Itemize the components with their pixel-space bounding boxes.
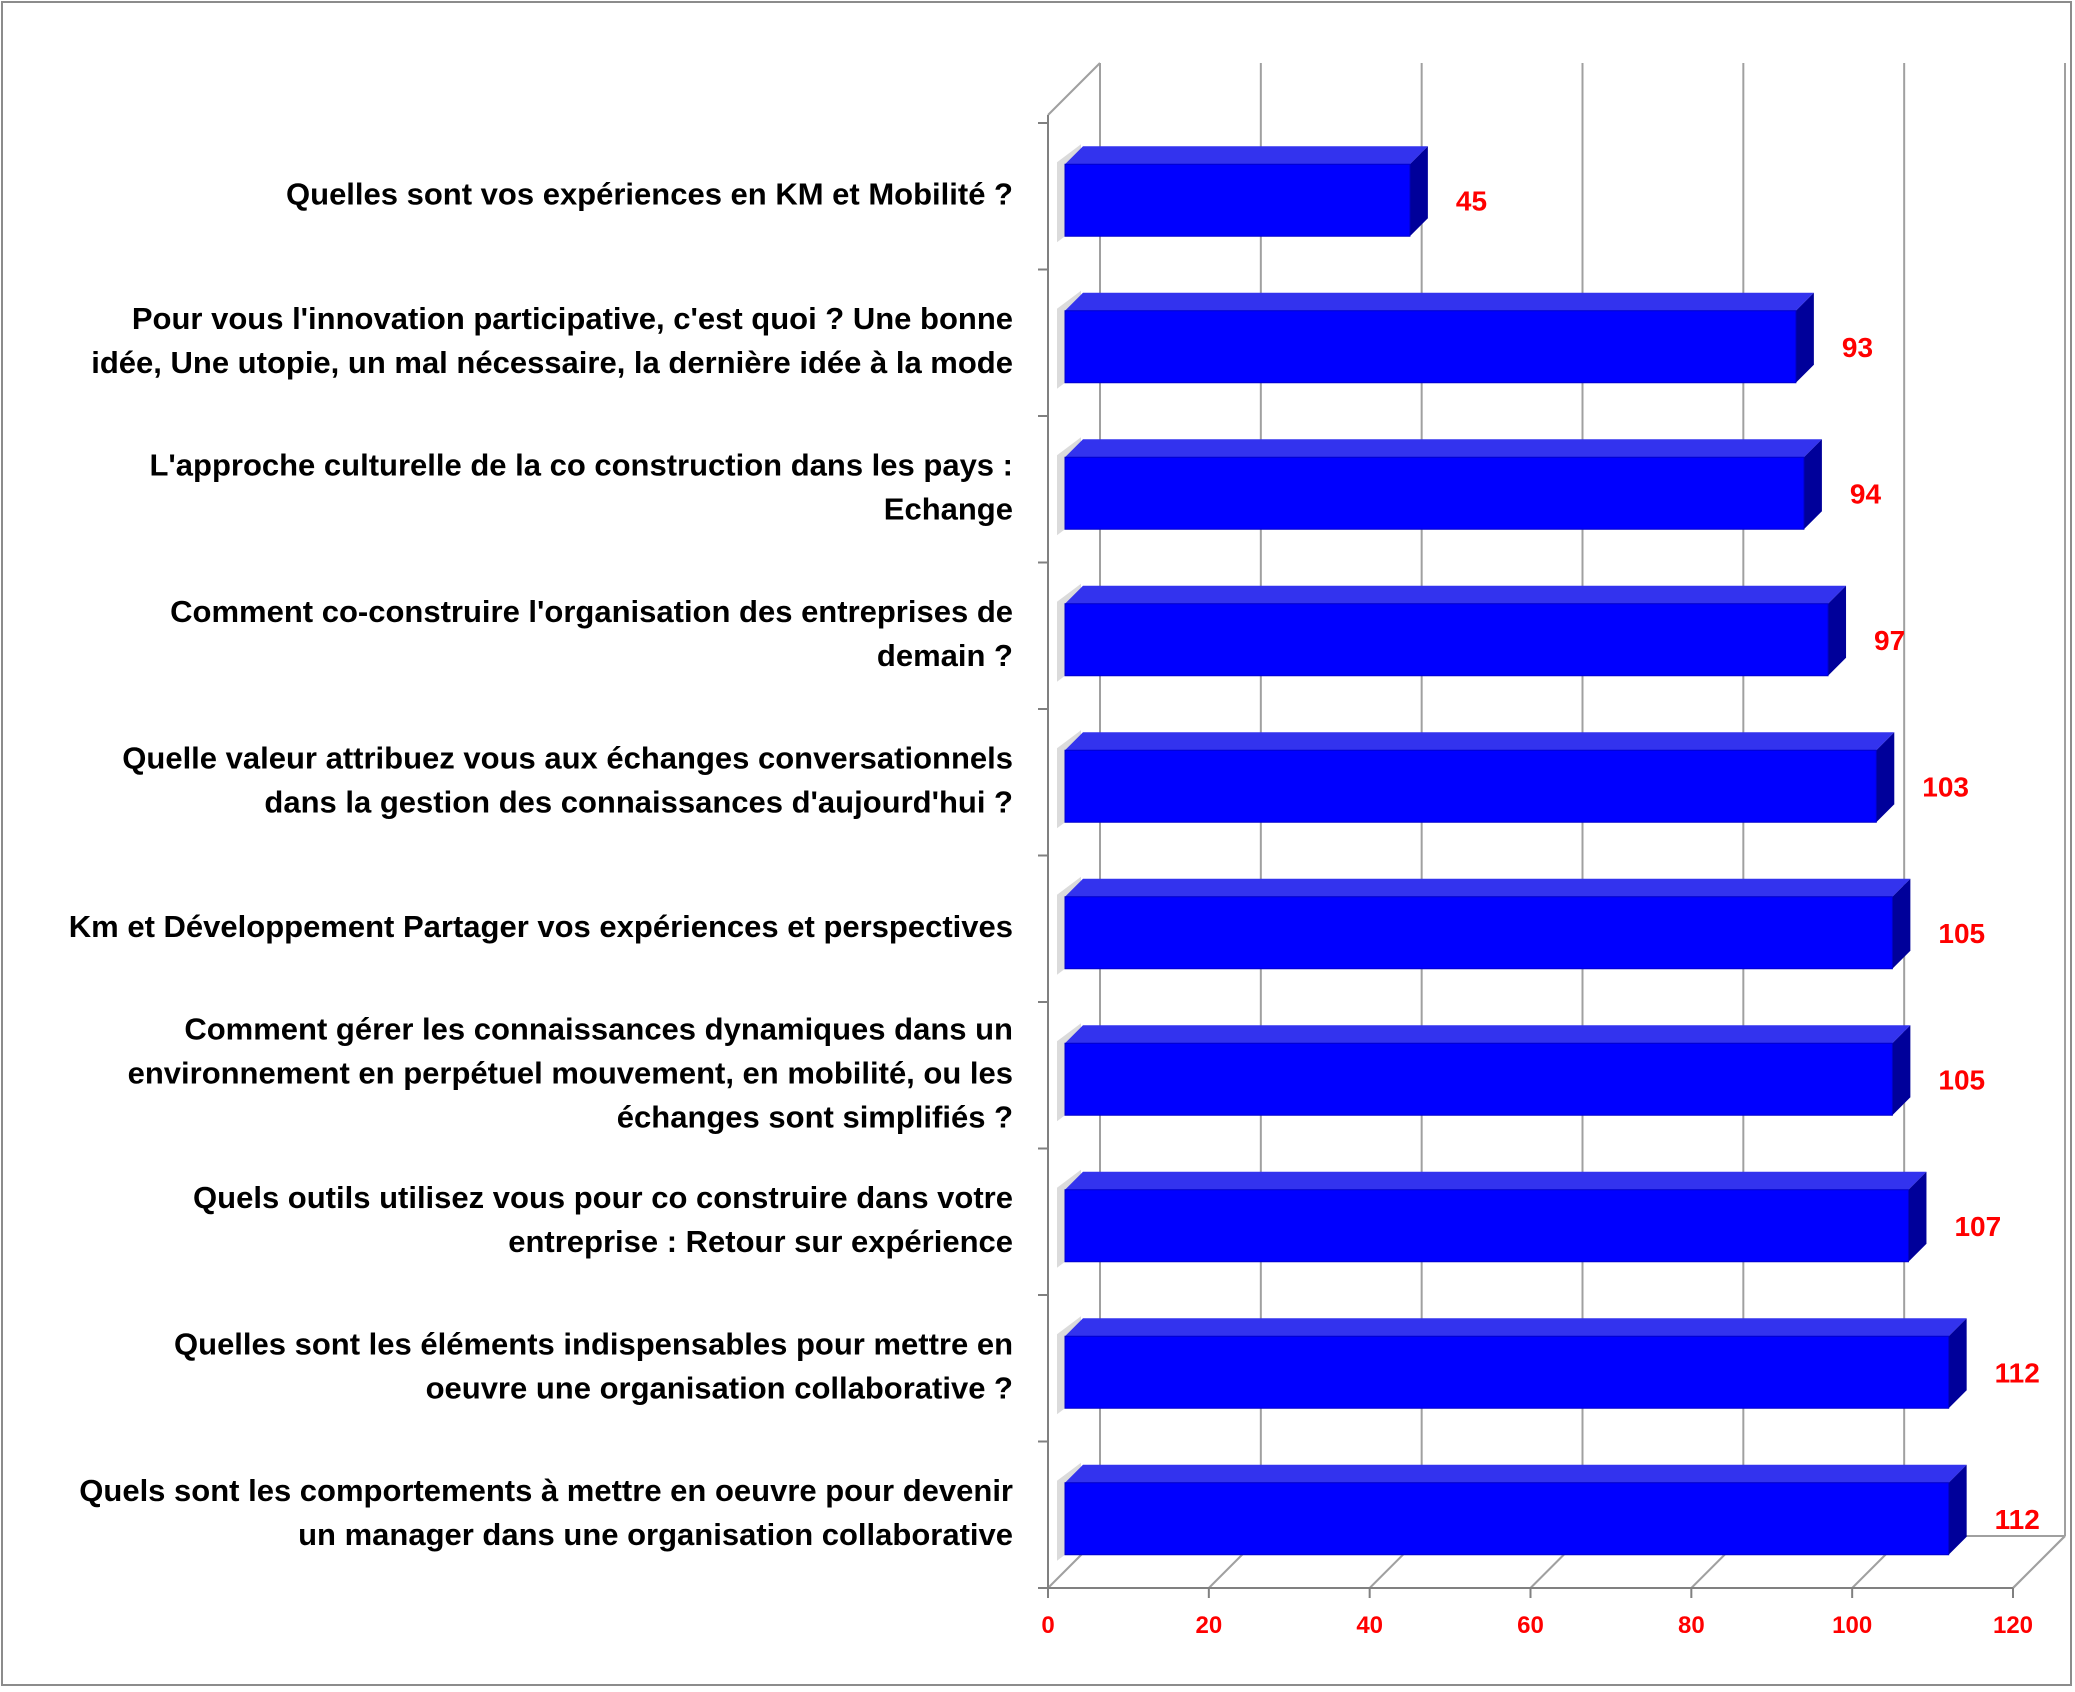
side-wall-top-edge: [1048, 63, 1100, 115]
bar-group: [1057, 877, 1910, 975]
category-label-line: L'approche culturelle de la co construction dans les pays :: [149, 447, 1013, 483]
bar-group: [1057, 291, 1814, 389]
value-label: 105: [1938, 1064, 1986, 1096]
bar: [1065, 750, 1876, 822]
bar-top: [1065, 1465, 1967, 1483]
bar-group: [1057, 144, 1428, 242]
category-label-line: Quelle valeur attribuez vous aux échanges conversationnels: [122, 740, 1013, 776]
category-label-line: Comment co-construire l'organisation des entreprises de: [170, 593, 1013, 629]
bar: [1065, 1483, 1949, 1555]
category-label: [174, 1326, 1013, 1405]
bar-group: [1057, 1023, 1910, 1121]
category-label: [69, 909, 1013, 944]
category-label-line: dans la gestion des connaissances d'aujourd'hui ?: [264, 784, 1013, 820]
category-label-line: Echange: [883, 491, 1013, 527]
value-label: 103: [1922, 771, 1970, 803]
bar-top: [1065, 146, 1428, 164]
bar: [1065, 457, 1804, 529]
bar: [1065, 1043, 1892, 1115]
bar: [1065, 311, 1796, 383]
x-tick-label: 100: [1832, 1612, 1873, 1639]
bar-chart: [3, 3, 2075, 1692]
category-label-line: un manager dans une organisation collaborative: [298, 1516, 1013, 1552]
category-label-line: oeuvre une organisation collaborative ?: [425, 1370, 1013, 1406]
category-label-line: Quels sont les comportements à mettre en oeuvre pour devenir: [79, 1472, 1013, 1508]
category-label: [122, 740, 1013, 819]
bar: [1065, 604, 1828, 676]
bar-group: [1057, 730, 1894, 828]
category-label-line: Quelles sont vos expériences en KM et Mobilité ?: [286, 176, 1013, 212]
category-label-line: idée, Une utopie, un mal nécessaire, la dernière idée à la mode: [91, 344, 1013, 380]
category-label: [149, 447, 1013, 526]
bar-top: [1065, 1318, 1967, 1336]
value-label: 112: [1994, 1503, 2040, 1535]
floor-gridline: [2013, 1536, 2065, 1588]
bar: [1065, 1190, 1908, 1262]
category-label: [170, 594, 1013, 673]
category-label-line: Quelles sont les éléments indispensables pour mettre en: [174, 1326, 1013, 1362]
category-label-line: Pour vous l'innovation participative, c'est quoi ? Une bonne: [131, 300, 1013, 336]
bar-top: [1065, 732, 1894, 750]
category-label: [286, 176, 1013, 211]
bar-group: [1057, 1463, 1967, 1561]
value-label: 112: [1994, 1357, 2040, 1389]
bar-top: [1065, 1172, 1926, 1190]
category-label-line: Quels outils utilisez vous pour co construire dans votre: [193, 1179, 1013, 1215]
bar-top: [1065, 439, 1822, 457]
bars: [1057, 144, 1970, 1561]
category-label: [79, 1473, 1013, 1552]
bar-top: [1065, 586, 1846, 604]
bar-top: [1065, 1025, 1910, 1043]
x-tick-label: 20: [1195, 1612, 1223, 1639]
x-tick-label: 0: [1041, 1612, 1055, 1639]
bar-top: [1065, 293, 1814, 311]
category-label-line: échanges sont simplifiés ?: [616, 1099, 1013, 1135]
value-label: 107: [1954, 1210, 2002, 1242]
bar-top: [1065, 879, 1910, 897]
bar-group: [1057, 1316, 1967, 1414]
category-label-line: demain ?: [876, 637, 1013, 673]
x-tick-label: 60: [1517, 1612, 1544, 1639]
category-label-line: entreprise : Retour sur expérience: [508, 1223, 1013, 1259]
value-label: 105: [1938, 917, 1986, 949]
category-label-line: environnement en perpétuel mouvement, en mobilité, ou les: [127, 1055, 1013, 1091]
bar: [1065, 1336, 1949, 1408]
x-tick-label: 120: [1992, 1612, 2034, 1639]
value-label: 97: [1874, 624, 1906, 656]
bar: [1065, 164, 1410, 236]
category-label-line: Km et Développement Partager vos expériences et perspectives: [68, 908, 1013, 944]
bar: [1065, 897, 1892, 969]
chart-frame: [1, 1, 2072, 1686]
category-label: [193, 1180, 1013, 1259]
bar-group: [1057, 437, 1822, 535]
x-tick-label: 40: [1356, 1612, 1384, 1639]
category-label: [128, 1011, 1013, 1134]
value-label: 45: [1455, 185, 1488, 217]
category-label-line: Comment gérer les connaissances dynamiques dans un: [184, 1011, 1013, 1047]
category-label: [91, 301, 1013, 380]
bar-group: [1057, 1170, 1926, 1268]
value-label: 94: [1849, 478, 1882, 510]
value-label: 93: [1841, 331, 1874, 363]
x-tick-label: 80: [1677, 1612, 1705, 1639]
bar-group: [1057, 584, 1846, 682]
